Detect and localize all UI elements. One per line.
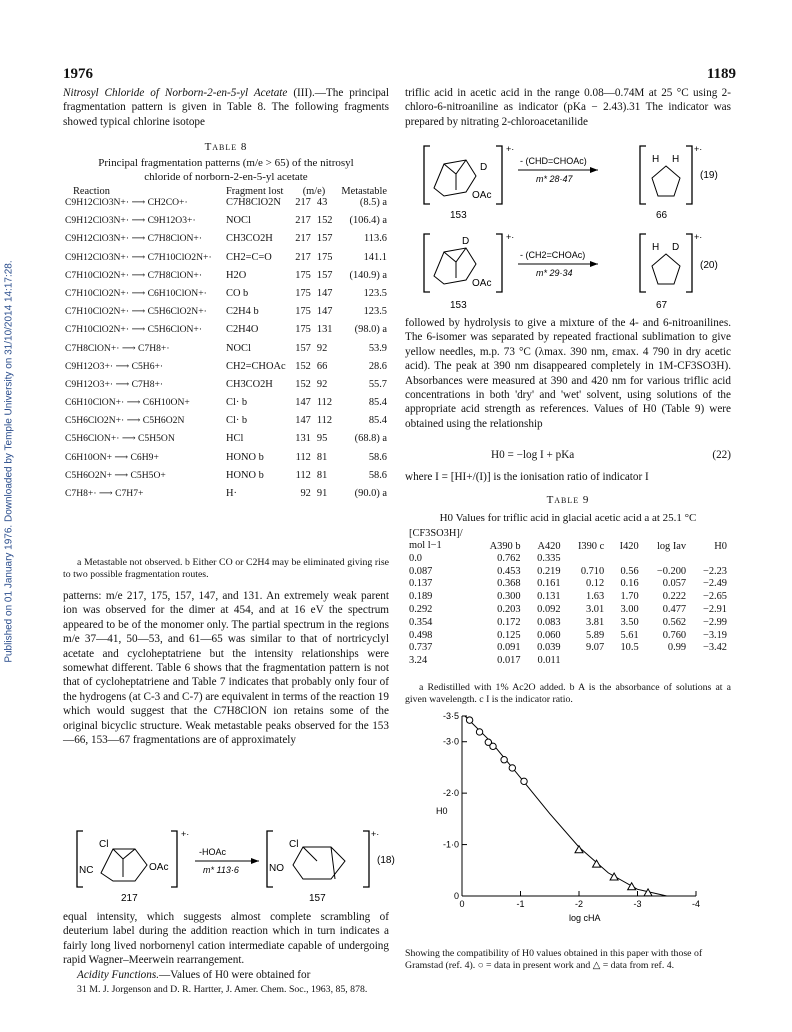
table9-cell: 0.161: [537, 578, 561, 590]
table8-mass-from: 217: [295, 251, 311, 263]
scheme18-mass-right: 157: [309, 893, 326, 904]
table8-mass-from: 147: [295, 415, 311, 427]
table9-cell: 0.56: [620, 565, 639, 577]
table8-reaction: C9H12ClO3N+· ⟶ C9H12O3+·: [65, 215, 196, 227]
table9: [405, 528, 731, 667]
svg-text:+·: +·: [694, 144, 703, 154]
table8-row: [63, 288, 389, 306]
table8-reaction: C9H12ClO3N+· ⟶ CH2CO+·: [65, 197, 188, 208]
table8-reaction: C7H10ClO2N+· ⟶ C7H8ClON+·: [65, 269, 203, 281]
table9-row: [405, 654, 731, 667]
table8-reaction: C6H10ON+ ⟶ C6H9+: [65, 451, 159, 463]
table8-mass-from: 112: [295, 451, 311, 463]
svg-text:D: D: [672, 242, 680, 253]
scheme20-mass-right: 67: [656, 300, 668, 311]
table8-mass-from: 217: [295, 197, 311, 208]
left-paragraph-2: equal intensity, which suggests almost complete scrambling of deuterium label during the addition reaction which in turn indicates a fairly long lived norbornenyl cation intermediate capable of undergoing rapid Wagner–Meerwein rearrangement.: [63, 911, 389, 967]
figure-caption: Showing the compatibility of H0 values obtained in this paper with those of Gramstad (ref. 4). ○ = data in present work and △ = data from ref. 4.: [405, 948, 703, 972]
table9-cell: 0.292: [409, 604, 433, 616]
table9-cell: [643, 552, 690, 565]
table8-row: [63, 270, 389, 288]
table9-cell: 0.189: [409, 591, 433, 603]
table8-fragment-lost: C2H4 b: [226, 306, 259, 318]
table9-cell: [690, 552, 731, 565]
table8-row: [63, 379, 389, 397]
table8-metastable: (90.0) a: [354, 488, 387, 499]
table8-caption: Principal fragmentation patterns (m/e > 65) of the nitrosyl chloride of norborn-2-en-5-yl acetate: [98, 157, 354, 183]
y-tick-label: -2·0: [442, 788, 459, 799]
table8-metastable: (106.4) a: [349, 215, 387, 227]
right-paragraph-3: where I = [HI+/(I)] is the ionisation ratio of indicator I: [405, 471, 649, 483]
svg-text:+·: +·: [506, 232, 515, 242]
scheme18-metastable: m* 113·6: [203, 865, 239, 875]
table8-mass-from: 175: [295, 306, 311, 318]
scheme18-loss: -HOAc: [199, 847, 226, 857]
table9-cell: 0.12: [586, 578, 605, 590]
table8-mass-to: 112: [316, 397, 333, 409]
table8-reaction: C9H12ClO3N+· ⟶ C7H8ClON+·: [65, 233, 203, 245]
scheme18-label: (18): [377, 855, 395, 866]
table8-mass-to: 157: [316, 233, 333, 245]
table9-cell: 3.24: [409, 655, 428, 667]
table9-cell: −2.65: [702, 591, 727, 603]
table9-footnote: a Redistilled with 1% Ac2O added. b A is the absorbance of solutions at a given wavelength. c I is the indicator ratio.: [405, 682, 731, 706]
table9-header-row: [405, 528, 731, 552]
table9-cell: 0.131: [537, 591, 561, 603]
table8-mass-to: 95: [316, 433, 328, 445]
table9-cell: 0.092: [537, 604, 561, 616]
download-sidebar: Published on 01 January 1976. Downloaded by Temple University on 31/10/2014 14:17:28.: [3, 260, 15, 663]
table9-cell: −2.91: [702, 604, 727, 616]
table8-metastable: (140.9) a: [349, 269, 387, 281]
y-tick-label: -1·0: [442, 839, 459, 850]
svg-text:+·: +·: [371, 829, 380, 839]
table9-cell: 0.017: [497, 655, 521, 667]
y-tick-label: -3·5: [442, 711, 459, 721]
data-point-circle: [521, 778, 527, 784]
right-paragraph-1: triflic acid in acetic acid in the range 0.08—0.74M at 25 °C using 2-chloro-6-nitroaniline as indicator (pKa − 2.43).31 The indicator was prepared by nitrating 2-chloroacetanilide: [405, 87, 731, 128]
table9-row: [405, 616, 731, 629]
table8-metastable: 53.9: [368, 342, 387, 354]
table8-fragment-lost: CH3CO2H: [226, 378, 273, 390]
table9-cell: −3.19: [702, 629, 727, 641]
table8-mass-from: 152: [295, 378, 311, 390]
table8-row: [63, 488, 389, 506]
x-tick-label: 0: [459, 899, 465, 909]
table9-cell: 0.039: [537, 642, 561, 654]
table9-cell: 0.477: [662, 604, 687, 616]
table9-cell: 0.083: [537, 616, 561, 628]
table9-cell: 0.498: [409, 629, 433, 641]
table9-header: I390 c: [577, 541, 605, 552]
table8-fragment-lost: NOCl: [226, 215, 251, 227]
table8-fragment-lost: Cl· b: [226, 415, 248, 427]
data-point-triangle: [628, 883, 636, 890]
table8-mass-from: 157: [295, 342, 311, 354]
h0-comparison-chart: [420, 708, 720, 926]
reaction-scheme-20: [410, 228, 730, 312]
table8-metastable: 58.6: [368, 469, 387, 481]
x-tick-label: -4: [691, 899, 701, 909]
table8-mass-to: 66: [316, 360, 328, 372]
table8-reaction: C9H12O3+· ⟶ C7H8+·: [65, 378, 164, 390]
svg-text:Cl: Cl: [289, 839, 299, 850]
table8-mass-from: 92: [300, 488, 311, 499]
x-tick-label: -1: [516, 899, 525, 909]
table9-cell: [690, 654, 731, 667]
table9-cell: −2.49: [702, 578, 727, 590]
svg-text:H: H: [672, 154, 680, 165]
table8-mass-to: 43: [316, 197, 328, 208]
table8-mass-to: 147: [316, 306, 333, 318]
table8-fragment-lost: C2H4O: [226, 324, 259, 336]
y-tick-label: 0: [453, 891, 459, 901]
table8-metastable: 113.6: [364, 233, 387, 245]
table8-mass-to: 112: [316, 415, 333, 427]
table8-metastable: (68.8) a: [354, 433, 387, 445]
table9-cell: 0.737: [409, 642, 433, 654]
table8-mass-to: 152: [316, 215, 333, 227]
table8-metastable: 85.4: [368, 415, 387, 427]
scheme18-mass-left: 217: [121, 893, 138, 904]
table8-reaction: C5H6ClON+· ⟶ C5H5ON: [65, 433, 175, 445]
table9-cell: [608, 552, 642, 565]
table9-cell: 0.16: [620, 578, 639, 590]
table9-cell: 5.89: [586, 629, 605, 641]
scheme20-metastable: m* 29·34: [536, 268, 573, 278]
table8-reaction: C7H10ClO2N+· ⟶ C5H6ClO2N+·: [65, 306, 207, 318]
table9-row: [405, 629, 731, 642]
table8-metastable: 85.4: [368, 397, 387, 409]
intro-text: (III).—The principal fragmentation pattern is given in Table 8. The following fragments showed typical chlorine isotope: [63, 87, 389, 128]
table9-cell: 3.50: [620, 616, 639, 628]
intro-heading: Nitrosyl Chloride of Norborn-2-en-5-yl Acetate: [63, 87, 288, 99]
table9-cell: 0.710: [580, 565, 605, 577]
table9-header: [CF3SO3H]/ mol l−1: [409, 528, 463, 551]
table9-cell: 0.203: [497, 604, 521, 616]
table8-row: [63, 215, 389, 233]
svg-text:+·: +·: [694, 232, 703, 242]
scheme20-label: (20): [700, 260, 718, 271]
table9-cell: 0.368: [497, 578, 521, 590]
table9-row: [405, 642, 731, 655]
table8-row: [63, 343, 389, 361]
table8-fragment-lost: Cl· b: [226, 397, 248, 409]
acidity-heading: Acidity Functions.: [77, 969, 160, 981]
table8-row: [63, 452, 389, 470]
left-paragraph-1: patterns: m/e 217, 175, 157, 147, and 131. An extremely weak parent ion was observed for the dimer at 454, and at 16 eV the spectrum appeared to be of the monomer only. The partial spectrum in the regions m/e 37—41, 50—53, and 61—65 was similar to that of nortricyclyl acetate and cycloheptatriene but the intensity relationships were somewhat different. Table 6 shows that the fragmentation pattern is not that of cycloheptatriene and Table 7 indicates that probably only four of the hydrogens (at C-3 and C-7) are equivalent in terms of the reaction 19 which would suggest that the C7H8ClON ion retains some of the original bicyclic structure. Weak metastable peaks observed for the 153—66, 153—67 fragmentations are of approximately: [63, 590, 389, 747]
table8-row: [63, 415, 389, 433]
table9-cell: 5.61: [620, 629, 639, 641]
reaction-scheme-18: [63, 825, 393, 907]
table9-header: A420: [537, 541, 561, 552]
table9-cell: [608, 654, 642, 667]
table9-cell: 3.81: [586, 616, 605, 628]
svg-text:OAc: OAc: [472, 190, 492, 201]
table8-row: [63, 252, 389, 270]
table9-label: Table 9: [546, 494, 590, 506]
table9-cell: 0.0: [409, 552, 422, 564]
table9-cell: 0.125: [497, 629, 521, 641]
equation-number: (22): [712, 449, 731, 461]
reference-31: 31 M. J. Jorgenson and D. R. Hartter, J. Amer. Chem. Soc., 1963, 85, 878.: [77, 984, 368, 995]
table8-mass-from: 112: [295, 469, 311, 481]
table8-row: [63, 433, 389, 451]
fit-curve: [465, 716, 667, 896]
table8-header: Reaction: [73, 186, 110, 197]
table9-row: [405, 578, 731, 591]
table8-reaction: C5H6ClO2N+· ⟶ C5H6O2N: [65, 415, 185, 427]
table9-row: [405, 590, 731, 603]
table9-cell: 0.300: [497, 591, 521, 603]
table8-reaction: C7H10ClO2N+· ⟶ C6H10ClON+·: [65, 287, 207, 299]
equation: H0 = −log I + pKa: [491, 449, 575, 461]
table8-row: [63, 306, 389, 324]
table9-cell: 0.222: [662, 591, 687, 603]
scheme19-loss: - (CHD=CHOAc): [520, 156, 587, 166]
table8-label: Table 8: [204, 141, 248, 153]
table8-fragment-lost: HONO b: [226, 469, 264, 481]
right-paragraph-2: followed by hydrolysis to give a mixture of the 4- and 6-nitroanilines. The 6-isomer was separated by repeated fractional sublimation to give yellow needles, m.p. 73 °C (λmax. 390 nm, εmax. 4 790 in dry acetic acid). The peak at 390 nm disappeared completely in 1M-CF3SO3H). Absorbances were measured at 390 and 420 nm for various triflic acid concentrations in both 'dry' and 'wet' solvent, using solutions of the appropriate acid strength as references. Values of H0 (Table 9) were obtained using the relationship: [405, 317, 731, 430]
svg-text:OAc: OAc: [149, 862, 169, 873]
table8-row: [63, 324, 389, 342]
table9-cell: 1.70: [620, 591, 639, 603]
table8-metastable: 58.6: [368, 451, 387, 463]
table8-mass-from: 175: [295, 324, 311, 336]
table8-footnote: a Metastable not observed. b Either CO or C2H4 may be eliminated giving rise to two possible fragmentation routes.: [63, 557, 389, 581]
table8-header: Fragment lost: [226, 186, 284, 197]
svg-text:D: D: [480, 162, 488, 173]
table8-fragment-lost: C7H8ClO2N: [226, 197, 281, 208]
intro-paragraph: [63, 86, 389, 129]
table9-cell: 0.011: [537, 655, 561, 667]
table8-mass-from: 217: [295, 233, 311, 245]
scheme19-metastable: m* 28·47: [536, 174, 573, 184]
table8-reaction: C6H10ClON+· ⟶ C6H10ON+: [65, 397, 190, 409]
table9-cell: −3.42: [702, 642, 727, 654]
table9-cell: [565, 654, 609, 667]
table8-reaction: C9H12O3+· ⟶ C5H6+·: [65, 360, 164, 372]
table8-metastable: (98.0) a: [354, 324, 387, 336]
table8-mass-to: 92: [316, 378, 328, 390]
table8-reaction: C5H6O2N+ ⟶ C5H5O+: [65, 469, 166, 481]
table8-mass-from: 152: [295, 360, 311, 372]
svg-text:H: H: [652, 154, 660, 165]
table8-mass-from: 147: [295, 397, 311, 409]
table8-mass-from: 175: [295, 287, 311, 299]
table8-mass-to: 81: [316, 451, 328, 463]
svg-text:OAc: OAc: [472, 278, 492, 289]
table9-caption: H0 Values for triflic acid in glacial acetic acid a at 25.1 °C: [439, 512, 697, 524]
table8-mass-to: 92: [316, 342, 328, 354]
table8-fragment-lost: H2O: [226, 269, 247, 281]
table8-fragment-lost: CH2=C=O: [226, 251, 272, 263]
table9-cell: 0.091: [497, 642, 521, 654]
table8-header: Metastable: [341, 186, 387, 197]
x-tick-label: -3: [633, 899, 642, 909]
table9-cell: 0.562: [662, 616, 687, 628]
table9-cell: 0.99: [667, 642, 687, 654]
table8-mass-to: 91: [316, 488, 328, 499]
table8-mass-from: 175: [295, 269, 311, 281]
x-tick-label: -2: [574, 899, 584, 909]
table9-cell: 0.453: [497, 565, 521, 577]
table8-reaction: C9H12ClO3N+· ⟶ C7H10ClO2N+·: [65, 251, 212, 263]
data-point-circle: [490, 743, 496, 749]
table8-mass-from: 131: [295, 433, 311, 445]
svg-text:NO: NO: [269, 863, 284, 874]
table8-reaction: C7H8ClON+· ⟶ C7H8+·: [65, 342, 170, 354]
y-axis-label: H0: [436, 806, 448, 816]
svg-text:H: H: [652, 242, 660, 253]
table9-cell: [643, 654, 690, 667]
table8-fragment-lost: NOCl: [226, 342, 251, 354]
table9-cell: 1.63: [586, 591, 605, 603]
scheme20-mass-left: 153: [450, 300, 467, 311]
table9-cell: 3.00: [620, 604, 639, 616]
scheme19-mass-right: 66: [656, 210, 668, 221]
table8-mass-from: 217: [295, 215, 311, 227]
table9-header: A390 b: [489, 541, 521, 552]
table8-fragment-lost: CH3CO2H: [226, 233, 273, 245]
table8-mass-to: 131: [316, 324, 333, 336]
table8-header-row: [63, 186, 389, 197]
table8-mass-to: 147: [316, 287, 333, 299]
table9-cell: 0.760: [662, 629, 687, 641]
table9-cell: 0.354: [409, 616, 433, 628]
table8-mass-to: 175: [316, 251, 333, 263]
table9-cell: 0.762: [497, 552, 521, 564]
table8-mass-to: 81: [316, 469, 328, 481]
table8-metastable: 123.5: [363, 287, 387, 299]
table9-header: H0: [714, 541, 727, 552]
scheme19-mass-left: 153: [450, 210, 467, 221]
table9-cell: 0.137: [409, 578, 433, 590]
table8-reaction: C7H10ClO2N+· ⟶ C5H6ClON+·: [65, 324, 203, 336]
data-point-circle: [466, 717, 472, 723]
table8-metastable: 123.5: [363, 306, 387, 318]
table9-cell: [565, 552, 609, 565]
data-point-circle: [476, 729, 482, 735]
table8-row: [63, 197, 389, 215]
table9-cell: −2.23: [702, 565, 727, 577]
table8-header: (m/e): [302, 186, 326, 197]
data-point-circle: [501, 757, 507, 763]
table8-metastable: 141.1: [363, 251, 387, 263]
table8-mass-to: 157: [316, 269, 333, 281]
table8-row: [63, 361, 389, 379]
left-paragraph-3: Acidity Functions.—Values of H0 were obtained for: [77, 969, 311, 981]
table9-cell: −0.200: [656, 565, 687, 577]
reaction-scheme-19: [410, 140, 730, 222]
svg-text:NC: NC: [79, 865, 94, 876]
table8-reaction: C7H8+· ⟶ C7H7+: [65, 488, 144, 499]
table8-fragment-lost: CO b: [226, 287, 249, 299]
table9-cell: 9.07: [586, 642, 605, 654]
svg-text:+·: +·: [181, 829, 190, 839]
scheme19-label: (19): [700, 170, 718, 181]
page-number-right: 1189: [706, 66, 736, 82]
table8-fragment-lost: HONO b: [226, 451, 264, 463]
table9-header: I420: [619, 541, 639, 552]
data-point-circle: [509, 765, 515, 771]
table9-cell: 0.057: [662, 578, 687, 590]
table8-metastable: (8.5) a: [359, 197, 387, 208]
table8-metastable: 28.6: [368, 360, 387, 372]
table8: [63, 186, 389, 506]
scheme20-loss: - (CH2=CHOAc): [520, 250, 586, 260]
table9-cell: −2.99: [702, 616, 727, 628]
table9-cell: 0.172: [497, 616, 521, 628]
table9-cell: 0.060: [537, 629, 561, 641]
svg-text:D: D: [462, 236, 470, 247]
table9-cell: 0.087: [409, 565, 433, 577]
table8-row: [63, 233, 389, 251]
table9-header: log Iav: [656, 541, 687, 552]
table8-row: [63, 397, 389, 415]
table9-row: [405, 565, 731, 578]
table9-row: [405, 552, 731, 565]
table9-cell: 10.5: [620, 642, 639, 654]
x-axis-label: log cHA: [569, 913, 601, 923]
table8-metastable: 55.7: [368, 378, 387, 390]
svg-text:Cl: Cl: [99, 839, 109, 850]
table9-cell: 3.01: [586, 604, 605, 616]
svg-text:+·: +·: [506, 144, 515, 154]
table8-fragment-lost: CH2=CHOAc: [226, 360, 286, 372]
table8-fragment-lost: HCl: [226, 433, 244, 445]
page-number-left: 1976: [63, 66, 93, 82]
table9-row: [405, 603, 731, 616]
data-point-triangle: [593, 860, 601, 867]
table8-fragment-lost: H·: [226, 488, 237, 499]
table9-cell: 0.219: [537, 565, 561, 577]
table8-row: [63, 470, 389, 488]
y-tick-label: -3·0: [442, 736, 459, 747]
table9-cell: 0.335: [537, 552, 561, 564]
